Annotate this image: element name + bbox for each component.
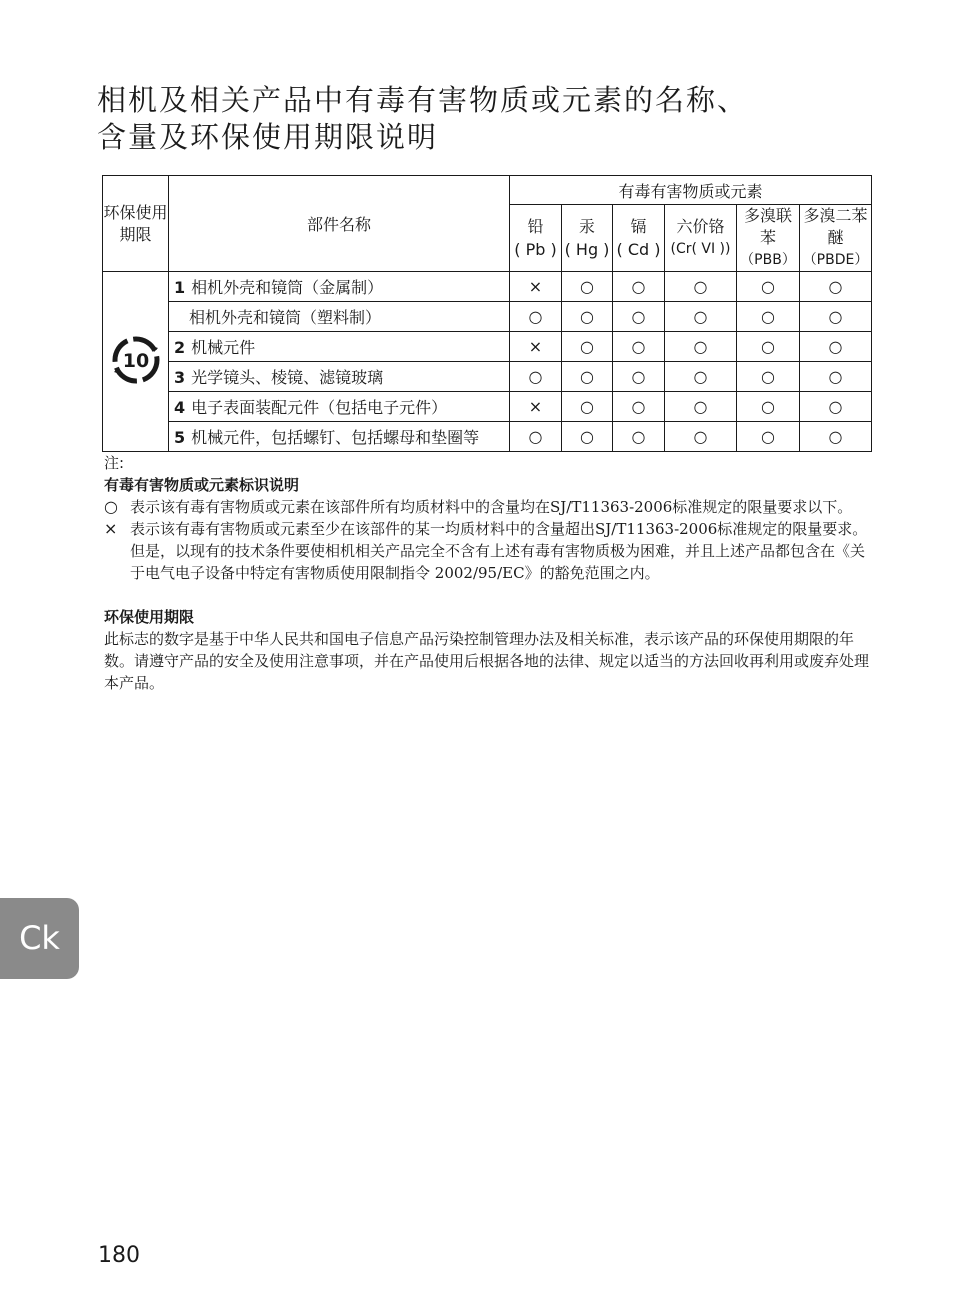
part-name: 相机外壳和镜筒（金属制） bbox=[191, 278, 384, 297]
within-limit-mark: ○ bbox=[665, 422, 737, 452]
table-row bbox=[103, 302, 872, 332]
within-limit-mark: ○ bbox=[510, 422, 562, 452]
part-number: 1 bbox=[174, 278, 186, 297]
legend-text: 表示该有毒有害物质或元素至少在该部件的某一均质材料中的含量超出SJ/T11363-2006标准规定的限量要求。但是，以现有的技术条件要使相机相关产品完全不含有上述有毒有害物质极为困难，并且上述产品都包含在《关于电气电子设备中特定有害物质使用限制指令 2002/95/EC》的豁免范围之内。 bbox=[130, 520, 868, 582]
substance-name: 镉 bbox=[630, 217, 647, 236]
table-row bbox=[103, 332, 872, 362]
part-name: 机械元件，包括螺钉、包括螺母和垫圈等 bbox=[191, 428, 480, 447]
part-name-cell bbox=[169, 392, 510, 422]
legend-item bbox=[104, 496, 879, 518]
header-period: 环保使用期限 bbox=[103, 176, 169, 272]
header-substance-group: 有毒有害物质或元素 bbox=[510, 176, 872, 205]
within-limit-mark: ○ bbox=[562, 332, 613, 362]
part-name-cell bbox=[169, 422, 510, 452]
table-row bbox=[103, 392, 872, 422]
header-substance bbox=[737, 205, 800, 272]
legend-mark: × bbox=[104, 519, 118, 538]
substance-name: 汞 bbox=[578, 217, 595, 236]
substance-name: 六价铬 bbox=[676, 217, 725, 236]
within-limit-mark: ○ bbox=[737, 332, 800, 362]
within-limit-mark: ○ bbox=[800, 272, 872, 302]
within-limit-mark: ○ bbox=[800, 392, 872, 422]
within-limit-mark: ○ bbox=[562, 392, 613, 422]
substance-name: 多溴二苯醚 bbox=[803, 206, 868, 247]
header-substance bbox=[562, 205, 613, 272]
within-limit-mark: ○ bbox=[562, 422, 613, 452]
table-row bbox=[103, 362, 872, 392]
within-limit-mark: ○ bbox=[613, 392, 665, 422]
substance-name: 多溴联苯 bbox=[743, 206, 792, 247]
part-number: 3 bbox=[174, 368, 186, 387]
within-limit-mark: ○ bbox=[737, 362, 800, 392]
within-limit-mark: ○ bbox=[613, 422, 665, 452]
page-title bbox=[97, 82, 857, 156]
part-name: 相机外壳和镜筒（塑料制） bbox=[189, 308, 382, 327]
substance-name: 铅 bbox=[527, 217, 544, 236]
notes-section bbox=[104, 452, 879, 694]
within-limit-mark: ○ bbox=[665, 362, 737, 392]
page-number: 180 bbox=[98, 1243, 140, 1268]
exceeds-mark: × bbox=[510, 272, 562, 302]
epup-10-icon bbox=[112, 336, 160, 384]
substance-symbol: ( Hg ) bbox=[564, 240, 610, 259]
legend-text: 表示该有毒有害物质或元素在该部件所有均质材料中的含量均在SJ/T11363-2006标准规定的限量要求以下。 bbox=[130, 498, 853, 516]
within-limit-mark: ○ bbox=[665, 392, 737, 422]
legend-heading: 有毒有害物质或元素标识说明 bbox=[104, 476, 300, 494]
part-name-cell bbox=[169, 302, 510, 332]
notes-label: 注: bbox=[104, 454, 125, 472]
within-limit-mark: ○ bbox=[510, 302, 562, 332]
period-heading: 环保使用期限 bbox=[104, 608, 195, 626]
header-substance bbox=[510, 205, 562, 272]
within-limit-mark: ○ bbox=[737, 302, 800, 332]
substance-symbol: （PBDE） bbox=[802, 252, 869, 268]
within-limit-mark: ○ bbox=[613, 332, 665, 362]
substance-symbol: （PBB） bbox=[740, 252, 796, 268]
part-number: 5 bbox=[174, 428, 186, 447]
within-limit-mark: ○ bbox=[800, 332, 872, 362]
part-name: 光学镜头、棱镜、滤镜玻璃 bbox=[191, 368, 384, 387]
header-part-name: 部件名称 bbox=[169, 176, 510, 272]
period-text: 此标志的数字是基于中华人民共和国电子信息产品污染控制管理办法及相关标准，表示该产品的环保使用期限的年数。请遵守产品的安全及使用注意事项，并在产品使用后根据各地的法律、规定以适当的方法回收再利用或废弃处理本产品。 bbox=[104, 630, 870, 692]
within-limit-mark: ○ bbox=[800, 362, 872, 392]
header-substance bbox=[613, 205, 665, 272]
within-limit-mark: ○ bbox=[510, 362, 562, 392]
substance-symbol: (Cr( VI )) bbox=[670, 241, 731, 257]
within-limit-mark: ○ bbox=[562, 362, 613, 392]
legend-list bbox=[104, 496, 879, 584]
header-substance bbox=[665, 205, 737, 272]
part-name-cell bbox=[169, 272, 510, 302]
within-limit-mark: ○ bbox=[562, 302, 613, 332]
within-limit-mark: ○ bbox=[613, 272, 665, 302]
table-row bbox=[103, 272, 872, 302]
within-limit-mark: ○ bbox=[562, 272, 613, 302]
exceeds-mark: × bbox=[510, 392, 562, 422]
language-tab: Ck bbox=[0, 898, 79, 979]
part-number: 2 bbox=[174, 338, 186, 357]
legend-item bbox=[104, 518, 879, 584]
within-limit-mark: ○ bbox=[613, 302, 665, 332]
epup-number: 10 bbox=[122, 349, 149, 372]
within-limit-mark: ○ bbox=[737, 422, 800, 452]
legend-mark: ○ bbox=[104, 497, 118, 516]
part-name-cell bbox=[169, 332, 510, 362]
title-line-2: 含量及环保使用期限说明 bbox=[97, 120, 439, 154]
title-line-1: 相机及相关产品中有毒有害物质或元素的名称、 bbox=[97, 83, 749, 117]
within-limit-mark: ○ bbox=[800, 422, 872, 452]
part-name: 电子表面装配元件（包括电子元件） bbox=[191, 398, 448, 417]
substance-table bbox=[102, 175, 872, 452]
within-limit-mark: ○ bbox=[613, 362, 665, 392]
within-limit-mark: ○ bbox=[665, 332, 737, 362]
substance-symbol: ( Cd ) bbox=[616, 240, 661, 259]
header-substance bbox=[800, 205, 872, 272]
part-number: 4 bbox=[174, 398, 186, 417]
substance-symbol: ( Pb ) bbox=[514, 240, 557, 259]
part-name-cell bbox=[169, 362, 510, 392]
within-limit-mark: ○ bbox=[800, 302, 872, 332]
part-name: 机械元件 bbox=[191, 338, 256, 357]
table-row bbox=[103, 422, 872, 452]
exceeds-mark: × bbox=[510, 332, 562, 362]
epup-logo-cell bbox=[103, 272, 169, 452]
within-limit-mark: ○ bbox=[737, 272, 800, 302]
within-limit-mark: ○ bbox=[665, 302, 737, 332]
within-limit-mark: ○ bbox=[665, 272, 737, 302]
within-limit-mark: ○ bbox=[737, 392, 800, 422]
